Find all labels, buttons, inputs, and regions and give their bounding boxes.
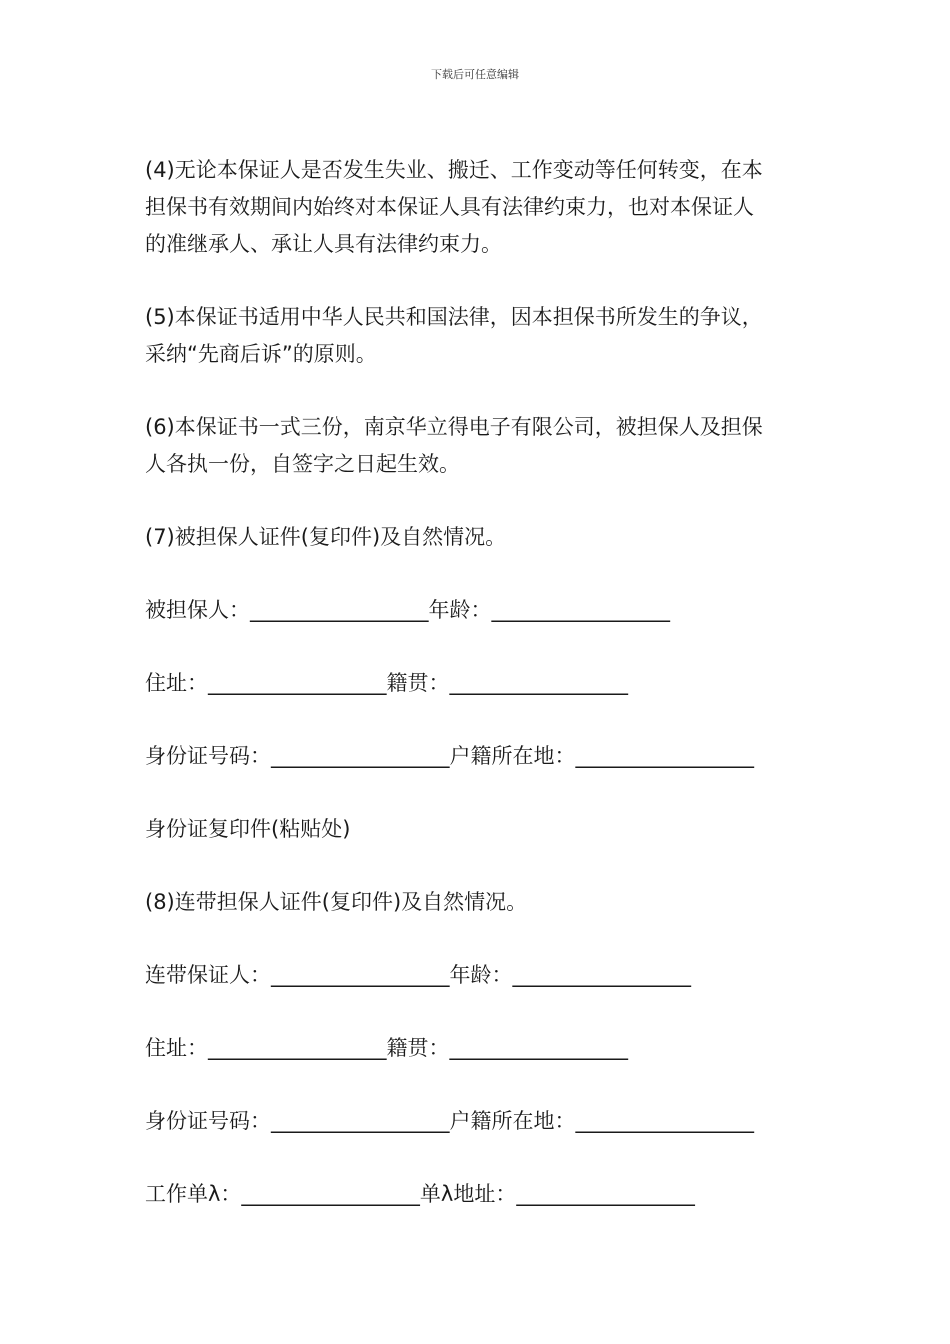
document-body bbox=[145, 152, 810, 1213]
clause-7: (7)被担保人证件(复印件)及自然情况。 bbox=[145, 525, 507, 549]
guaranteed-id-copy-label: 身份证复印件(粘贴处) bbox=[145, 817, 351, 841]
clause-4-line-2: 担保书有效期间内始终对本保证人具有法律约束力，也对本保证人 bbox=[145, 195, 754, 219]
guaranteed-name-age-field: 被担保人：_________________年龄：_________________ bbox=[145, 598, 670, 622]
clause-5-line-2: 采纳“先商后诉”的原则。 bbox=[145, 342, 377, 366]
guaranteed-address-origin-field: 住址：_________________籍贯：_________________ bbox=[145, 671, 628, 695]
clause-6-line-1: (6)本保证书一式三份，南京华立得电子有限公司，被担保人及担保 bbox=[145, 415, 763, 439]
joint-guarantor-id-registry-field: 身份证号码：_________________户籍所在地：_________________ bbox=[145, 1109, 754, 1133]
clause-6-line-2: 人各执一份，自签字之日起生效。 bbox=[145, 452, 460, 476]
joint-guarantor-name-age-field: 连带保证人：_________________年龄：_________________ bbox=[145, 963, 691, 987]
guaranteed-id-registry-field: 身份证号码：_________________户籍所在地：_________________ bbox=[145, 744, 754, 768]
clause-5-line-1: (5)本保证书适用中华人民共和国法律，因本担保书所发生的争议， bbox=[145, 305, 763, 329]
clause-4-line-3: 的准继承人、承让人具有法律约束力。 bbox=[145, 232, 502, 256]
clause-8: (8)连带担保人证件(复印件)及自然情况。 bbox=[145, 890, 528, 914]
joint-guarantor-address-origin-field: 住址：_________________籍贯：_________________ bbox=[145, 1036, 628, 1060]
joint-guarantor-work-unit-field: 工作单λ：_________________单λ地址：_________________ bbox=[145, 1182, 695, 1206]
clause-4-line-1: (4)无论本保证人是否发生失业、搬迁、工作变动等任何转变，在本 bbox=[145, 158, 763, 182]
header-note: 下载后可任意编辑 bbox=[431, 68, 519, 81]
